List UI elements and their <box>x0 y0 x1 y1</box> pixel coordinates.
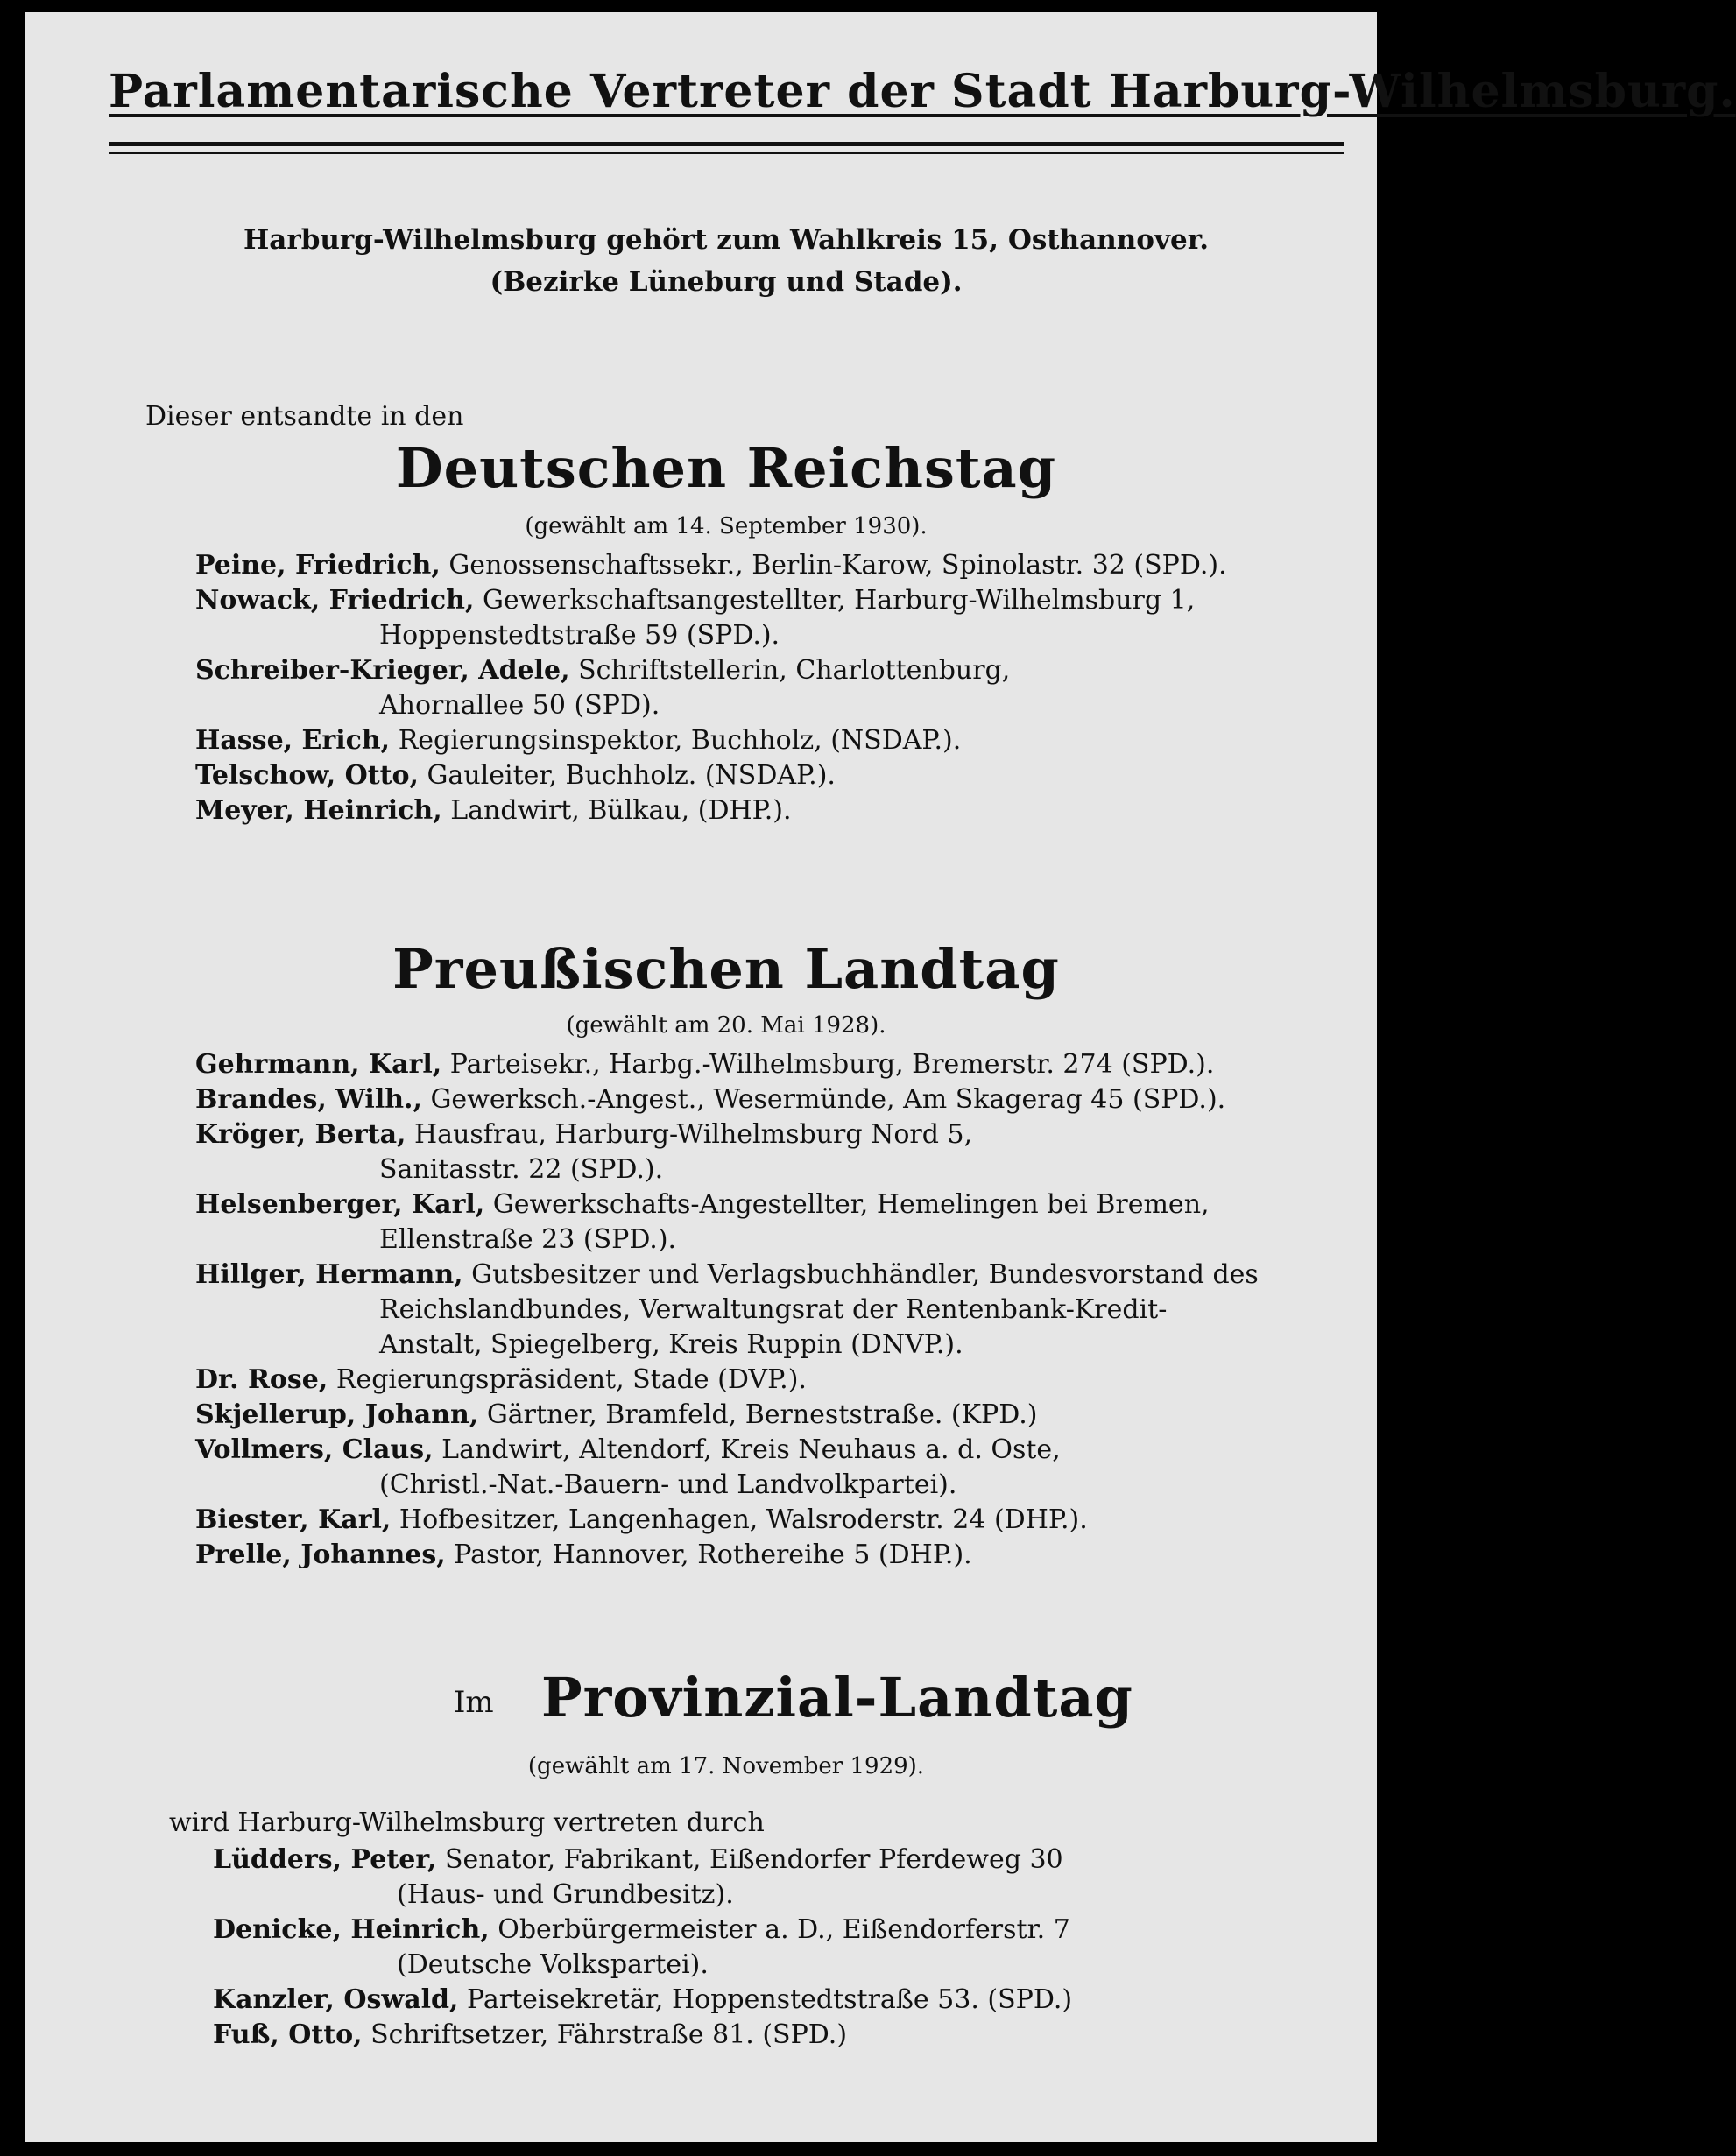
member-name: Dr. Rose, <box>195 1364 328 1395</box>
section-date-landtag: (gewählt am 20. Mai 1928). <box>566 1012 886 1039</box>
member-name: Kröger, Berta, <box>195 1119 406 1150</box>
reichstag-member-list <box>195 548 1227 828</box>
member-line <box>195 653 1227 688</box>
member-details: Gärtner, Bramfeld, Berneststraße. (KPD.) <box>486 1399 1038 1430</box>
title-rule-thin <box>109 152 1344 154</box>
member-line <box>213 1842 1072 1878</box>
member-name: Hillger, Hermann, <box>195 1259 463 1290</box>
member-details: Gewerkschafts-Angestellter, Hemelingen bei Bremen, <box>492 1189 1210 1220</box>
member-details: Senator, Fabrikant, Eißendorfer Pferdeweg 30 <box>444 1844 1063 1875</box>
member-line <box>195 1538 1259 1573</box>
page-title: Parlamentarische Vertreter der Stadt Harburg-Wilhelmsburg. <box>109 65 1736 118</box>
member-details: Pastor, Hannover, Rothereihe 5 (DHP.). <box>454 1539 972 1570</box>
member-line <box>195 548 1227 583</box>
member-details: Gutsbesitzer und Verlagsbuchhändler, Bundesvorstand des <box>471 1259 1259 1290</box>
provinzial-member-list <box>213 1842 1072 2053</box>
member-entry <box>213 1983 1072 2018</box>
member-entry <box>195 1363 1259 1398</box>
member-entry <box>195 583 1227 653</box>
member-details: Schriftsetzer, Fährstraße 81. (SPD.) <box>370 2019 848 2050</box>
member-details: Regierungsinspektor, Buchholz, (NSDAP.). <box>398 725 962 756</box>
member-name: Schreiber-Krieger, Adele, <box>195 655 570 686</box>
member-entry <box>195 758 1227 793</box>
member-line <box>195 793 1227 828</box>
member-details-continued: (Christl.-Nat.-Bauern- und Landvolkpartei). <box>379 1469 957 1500</box>
member-line <box>213 2018 1072 2053</box>
member-details: Parteisekr., Harbg.-Wilhelmsburg, Bremerstr. 274 (SPD.). <box>449 1049 1215 1080</box>
member-details-continued: Hoppenstedtstraße 59 (SPD.). <box>379 620 780 651</box>
section-title-landtag: Preußischen Landtag <box>392 937 1060 1001</box>
section-date-provinzial: (gewählt am 17. November 1929). <box>527 1753 925 1779</box>
member-entry <box>195 1187 1259 1258</box>
member-name: Prelle, Johannes, <box>195 1539 446 1570</box>
member-line <box>195 1047 1259 1082</box>
member-details-continued: Ahornallee 50 (SPD). <box>379 690 660 721</box>
member-entry <box>213 1842 1072 1913</box>
member-name: Fuß, Otto, <box>213 2019 363 2050</box>
member-details: Regierungspräsident, Stade (DVP.). <box>335 1364 807 1395</box>
landtag-member-list <box>195 1047 1259 1573</box>
member-entry <box>195 1503 1259 1538</box>
member-line <box>195 1363 1259 1398</box>
member-details: Schriftstellerin, Charlottenburg, <box>578 655 1011 686</box>
section-title-reichstag: Deutschen Reichstag <box>395 436 1057 500</box>
member-entry <box>195 1398 1259 1433</box>
member-details-continued: (Deutsche Volkspartei). <box>397 1949 709 1980</box>
section-date-reichstag: (gewählt am 14. September 1930). <box>525 513 928 539</box>
member-name: Hasse, Erich, <box>195 725 391 756</box>
member-entry <box>195 548 1227 583</box>
member-line <box>195 1117 1259 1152</box>
member-details-continued: (Haus- und Grundbesitz). <box>397 1879 734 1910</box>
member-name: Denicke, Heinrich, <box>213 1914 490 1945</box>
member-entry <box>195 1433 1259 1503</box>
member-line <box>213 1913 1072 1948</box>
member-name: Lüdders, Peter, <box>213 1844 437 1875</box>
member-line <box>195 1082 1259 1117</box>
member-entry <box>195 1258 1259 1363</box>
wahlkreis-bezirke: (Bezirke Lüneburg und Stade). <box>490 266 963 298</box>
member-details-continued: Reichslandbundes, Verwaltungsrat der Rentenbank-Kredit- <box>379 1294 1168 1325</box>
member-name: Helsenberger, Karl, <box>195 1189 485 1220</box>
member-name: Vollmers, Claus, <box>195 1434 434 1465</box>
provinzial-prefix: Im <box>454 1685 494 1720</box>
member-entry <box>195 723 1227 758</box>
member-details-continued: Anstalt, Spiegelberg, Kreis Ruppin (DNVP.). <box>379 1329 963 1360</box>
member-line <box>195 1433 1259 1468</box>
member-details: Hofbesitzer, Langenhagen, Walsroderstr. 24 (DHP.). <box>399 1504 1088 1535</box>
member-name: Meyer, Heinrich, <box>195 795 442 826</box>
member-entry <box>213 2018 1072 2053</box>
intro-text: Dieser entsandte in den <box>145 401 464 432</box>
member-details: Hausfrau, Harburg-Wilhelmsburg Nord 5, <box>414 1119 973 1150</box>
member-details: Gewerkschaftsangestellter, Harburg-Wilhelmsburg 1, <box>482 585 1196 616</box>
member-name: Nowack, Friedrich, <box>195 585 475 616</box>
member-name: Brandes, Wilh., <box>195 1084 422 1115</box>
member-details: Parteisekretär, Hoppenstedtstraße 53. (SPD.) <box>467 1984 1073 2015</box>
member-name: Skjellerup, Johann, <box>195 1399 479 1430</box>
member-line <box>195 583 1227 618</box>
member-name: Gehrmann, Karl, <box>195 1049 442 1080</box>
member-line <box>195 1258 1259 1293</box>
member-entry <box>195 793 1227 828</box>
member-name: Biester, Karl, <box>195 1504 392 1535</box>
member-entry <box>195 1047 1259 1082</box>
member-entry <box>195 1538 1259 1573</box>
wahlkreis-line: Harburg-Wilhelmsburg gehört zum Wahlkreis 15, Osthannover. <box>243 224 1209 256</box>
member-entry <box>213 1913 1072 1983</box>
section-title-provinzial: Provinzial-Landtag <box>541 1666 1133 1730</box>
member-details: Landwirt, Altendorf, Kreis Neuhaus a. d. Oste, <box>441 1434 1061 1465</box>
member-details: Genossenschaftssekr., Berlin-Karow, Spinolastr. 32 (SPD.). <box>448 550 1227 581</box>
member-line <box>195 1503 1259 1538</box>
member-line <box>195 723 1227 758</box>
member-name: Peine, Friedrich, <box>195 550 441 581</box>
member-entry <box>195 1117 1259 1187</box>
document-page <box>25 12 1736 2142</box>
member-name: Telschow, Otto, <box>195 760 419 791</box>
member-line <box>195 758 1227 793</box>
title-rule-thick <box>109 142 1344 146</box>
member-details: Gewerksch.-Angest., Wesermünde, Am Skagerag 45 (SPD.). <box>430 1084 1226 1115</box>
provinzial-subtitle: wird Harburg-Wilhelmsburg vertreten durch <box>169 1807 765 1838</box>
member-name: Kanzler, Oswald, <box>213 1984 459 2015</box>
member-details: Landwirt, Bülkau, (DHP.). <box>450 795 792 826</box>
member-details: Oberbürgermeister a. D., Eißendorferstr. 7 <box>498 1914 1070 1945</box>
member-line <box>213 1983 1072 2018</box>
member-entry <box>195 653 1227 723</box>
member-line <box>195 1398 1259 1433</box>
member-details: Gauleiter, Buchholz. (NSDAP.). <box>427 760 836 791</box>
member-details-continued: Sanitasstr. 22 (SPD.). <box>379 1154 664 1185</box>
member-entry <box>195 1082 1259 1117</box>
member-line <box>195 1187 1259 1222</box>
member-details-continued: Ellenstraße 23 (SPD.). <box>379 1224 677 1255</box>
